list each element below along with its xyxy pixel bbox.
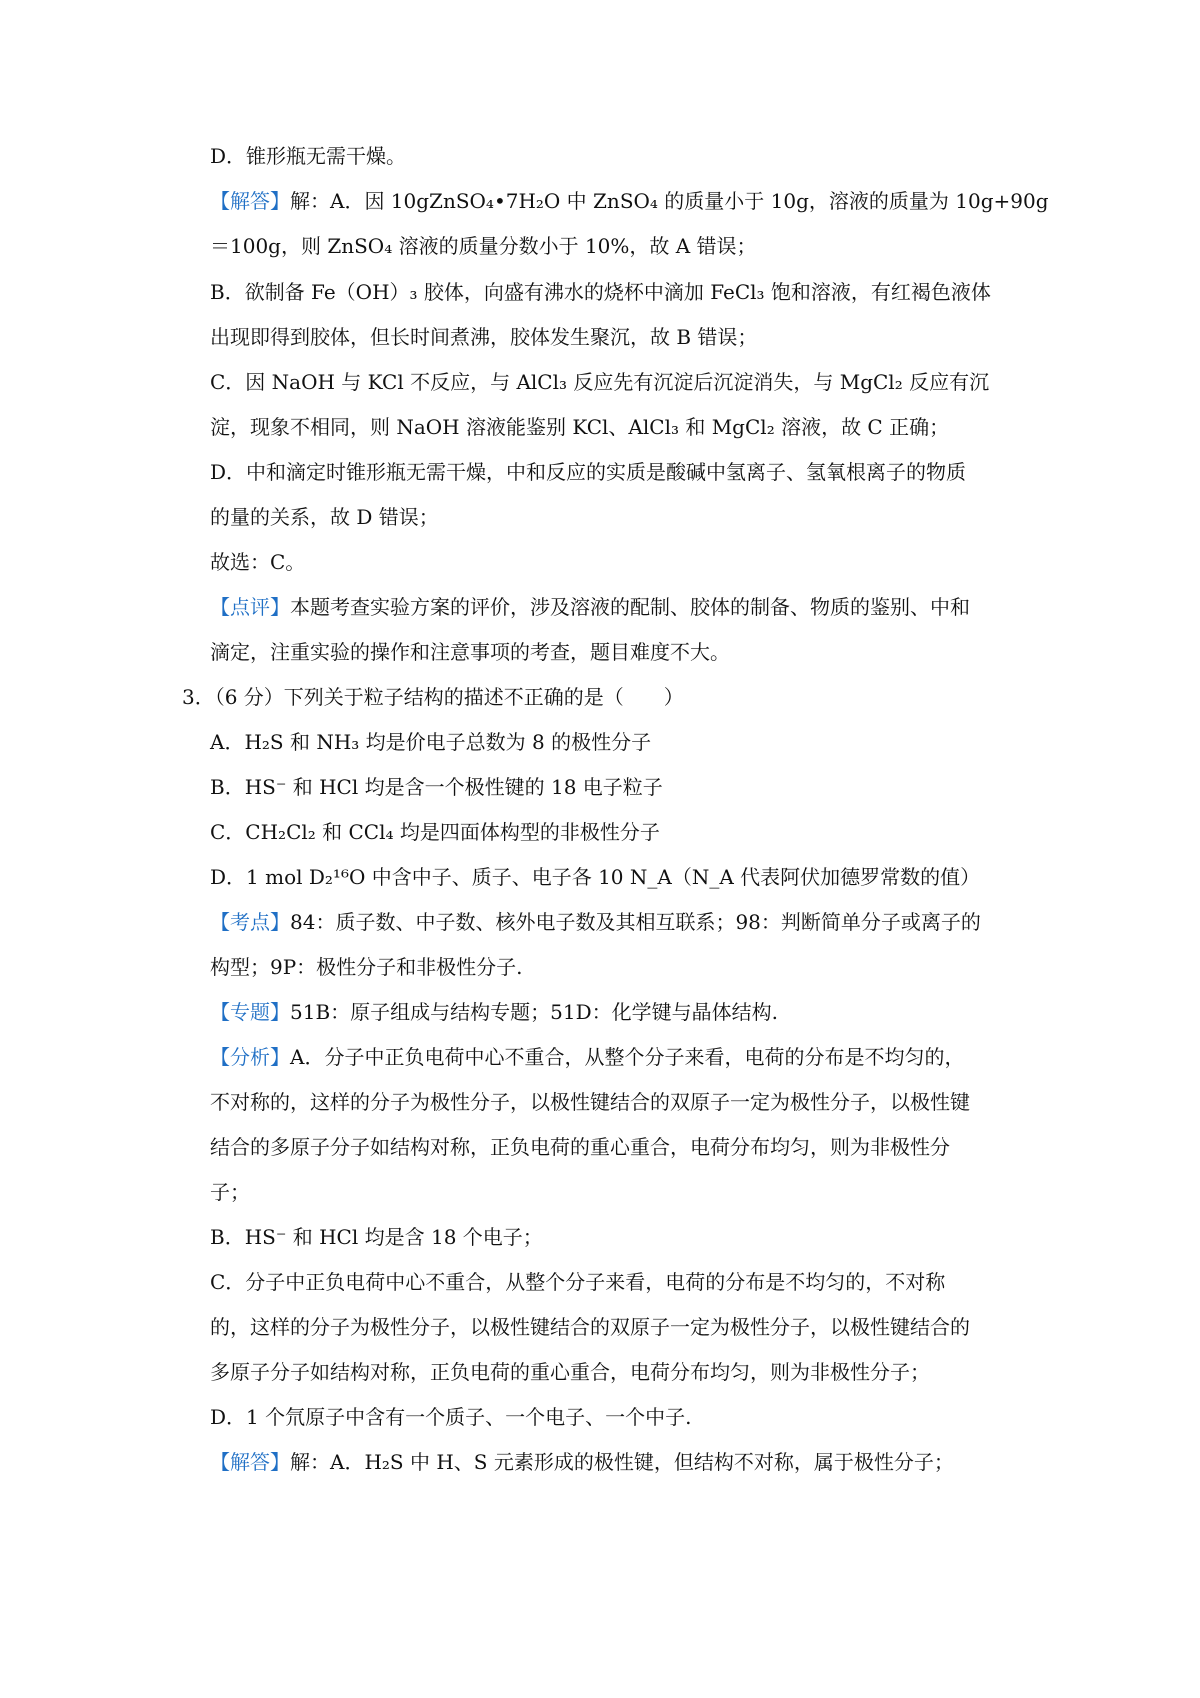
option-a: A．H₂S 和 NH₃ 均是价电子总数为 8 的极性分子: [210, 730, 652, 754]
text-line: 结合的多原子分子如结构对称，正负电荷的重心重合，电荷分布均匀，则为非极性分: [210, 1135, 950, 1159]
analysis-line: 【分析】A．分子中正负电荷中心不重合，从整个分子来看，电荷的分布是不均匀的，: [210, 1045, 965, 1069]
option-d: D．1 mol D₂¹⁶O 中含中子、质子、电子各 10 N_A（N_A 代表阿伏加德罗常数的值）: [210, 865, 981, 889]
option-b: B．HS⁻ 和 HCl 均是含一个极性键的 18 电子粒子: [210, 775, 663, 799]
text-line: 不对称的，这样的分子为极性分子，以极性键结合的双原子一定为极性分子，以极性键: [210, 1090, 970, 1114]
text-line: 淀，现象不相同，则 NaOH 溶液能鉴别 KCl、AlCl₃ 和 MgCl₂ 溶液，故 C 正确；: [210, 415, 950, 439]
text-line: C．因 NaOH 与 KCl 不反应，与 AlCl₃ 反应先有沉淀后沉淀消失，与 MgCl₂ 反应有沉: [210, 370, 990, 394]
zhuanti-line: 【专题】51B：原子组成与结构专题；51D：化学键与晶体结构.: [210, 1000, 778, 1024]
text-line: 子；: [210, 1180, 250, 1204]
text-line: D．锥形瓶无需干燥。: [210, 144, 407, 168]
answer-line: 【解答】解：A．因 10gZnSO₄•7H₂O 中 ZnSO₄ 的质量小于 10g，溶液的质量为 10g+90g: [210, 189, 1049, 213]
text-line: D．中和滴定时锥形瓶无需干燥，中和反应的实质是酸碱中氢离子、氢氧根离子的物质: [210, 460, 967, 484]
comment-line: 【点评】本题考查实验方案的评价，涉及溶液的配制、胶体的制备、物质的鉴别、中和: [210, 595, 970, 619]
text-line: 多原子分子如结构对称，正负电荷的重心重合，电荷分布均匀，则为非极性分子；: [210, 1360, 930, 1384]
text-line: 构型；9P：极性分子和非极性分子.: [210, 955, 523, 979]
text-line: B．欲制备 Fe（OH）₃ 胶体，向盛有沸水的烧杯中滴加 FeCl₃ 饱和溶液，有红褐色液体: [210, 280, 991, 304]
text-line: C．分子中正负电荷中心不重合，从整个分子来看，电荷的分布是不均匀的，不对称: [210, 1270, 946, 1294]
text-line: 出现即得到胶体，但长时间煮沸，胶体发生聚沉，故 B 错误；: [210, 325, 758, 349]
answer-tag: 【解答】: [210, 189, 290, 213]
analysis-tag: 【分析】: [210, 1045, 290, 1069]
text-line: 的量的关系，故 D 错误；: [210, 505, 439, 529]
text-line: ＝100g，则 ZnSO₄ 溶液的质量分数小于 10%，故 A 错误；: [210, 234, 757, 258]
text-line: 的，这样的分子为极性分子，以极性键结合的双原子一定为极性分子，以极性键结合的: [210, 1315, 970, 1339]
option-c: C．CH₂Cl₂ 和 CCl₄ 均是四面体构型的非极性分子: [210, 820, 660, 844]
answer-line: 【解答】解：A．H₂S 中 H、S 元素形成的极性键，但结构不对称，属于极性分子；: [210, 1450, 954, 1474]
comment-tag: 【点评】: [210, 595, 290, 619]
question-title: 3．（6 分）下列关于粒子结构的描述不正确的是（ ）: [182, 685, 684, 709]
kaodian-tag: 【考点】: [210, 910, 290, 934]
kaodian-line: 【考点】84：质子数、中子数、核外电子数及其相互联系；98：判断简单分子或离子的: [210, 910, 981, 934]
text-line: D．1 个氘原子中含有一个质子、一个电子、一个中子.: [210, 1405, 692, 1429]
text-line: B．HS⁻ 和 HCl 均是含 18 个电子；: [210, 1225, 543, 1249]
text-line: 滴定，注重实验的操作和注意事项的考查，题目难度不大。: [210, 640, 730, 664]
text-line: 故选：C。: [210, 550, 306, 574]
zhuanti-tag: 【专题】: [210, 1000, 290, 1024]
answer-tag: 【解答】: [210, 1450, 290, 1474]
